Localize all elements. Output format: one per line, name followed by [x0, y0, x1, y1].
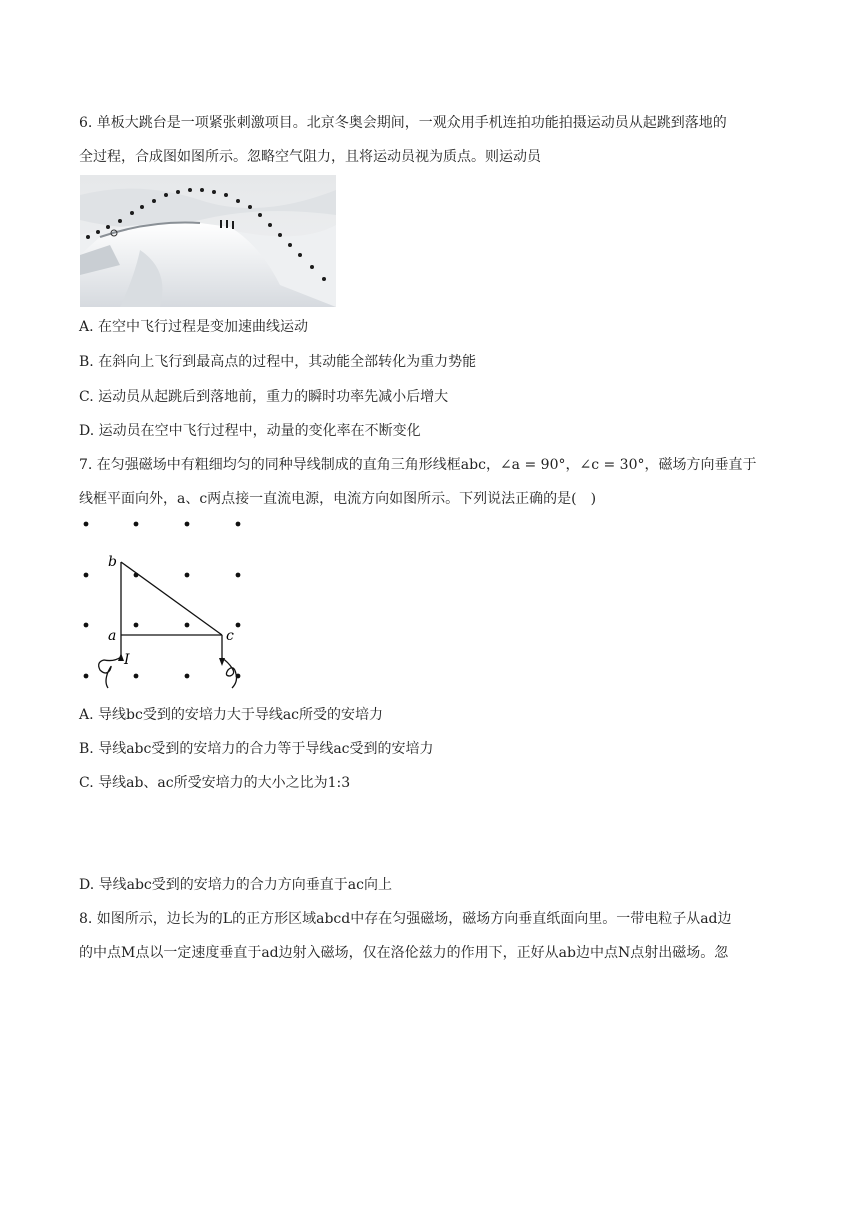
vertex-b-label: b	[108, 554, 117, 570]
q7-option-c: C. 导线ab、ac所受安培力的大小之比为1:3	[79, 775, 351, 791]
q7-stem-line2: 线框平面向外，a、c两点接一直流电源，电流方向如图所示。下列说法正确的是( )	[79, 491, 597, 507]
q6-option-a: A. 在空中飞行过程是变加速曲线运动	[79, 319, 309, 335]
power-leads	[99, 635, 237, 688]
triangle-circuit-diagram	[72, 512, 262, 692]
snowboard-jump-photo	[80, 175, 336, 307]
q6-stem-line1: 6. 单板大跳台是一项紧张刺激项目。北京冬奥会期间，一观众用手机连拍功能拍摄运动员从起跳到落地的	[79, 115, 727, 131]
q8-stem-line1: 8. 如图所示，边长为的L的正方形区域abcd中存在匀强磁场，磁场方向垂直纸面向里。一带电粒子从ad边	[79, 911, 732, 927]
current-label: I	[124, 652, 130, 668]
q7-option-a: A. 导线bc受到的安培力大于导线ac所受的安培力	[79, 707, 383, 723]
q7-stem-line1: 7. 在匀强磁场中有粗细均匀的同种导线制成的直角三角形线框abc，∠a = 90°，∠c = 30°，磁场方向垂直于	[79, 457, 757, 473]
vertex-a-label: a	[108, 628, 117, 644]
vertex-c-label: c	[226, 628, 234, 644]
q7-option-d: D. 导线abc受到的安培力的合力方向垂直于ac向上	[79, 877, 392, 893]
q6-option-c: C. 运动员从起跳后到落地前，重力的瞬时功率先减小后增大	[79, 389, 449, 405]
q7-option-b: B. 导线abc受到的安培力的合力等于导线ac受到的安培力	[79, 741, 434, 757]
current-arrow-down	[219, 658, 225, 666]
q6-option-d: D. 运动员在空中飞行过程中，动量的变化率在不断变化	[79, 423, 421, 439]
magnetic-field-dots	[84, 522, 241, 679]
q6-stem-line2: 全过程，合成图如图所示。忽略空气阻力，且将运动员视为质点。则运动员	[79, 149, 541, 165]
q8-stem-line2: 的中点M点以一定速度垂直于ad边射入磁场，仅在洛伦兹力的作用下，正好从ab边中点N点射出磁场。忽	[79, 945, 729, 961]
q6-option-b: B. 在斜向上飞行到最高点的过程中，其动能全部转化为重力势能	[79, 354, 477, 370]
